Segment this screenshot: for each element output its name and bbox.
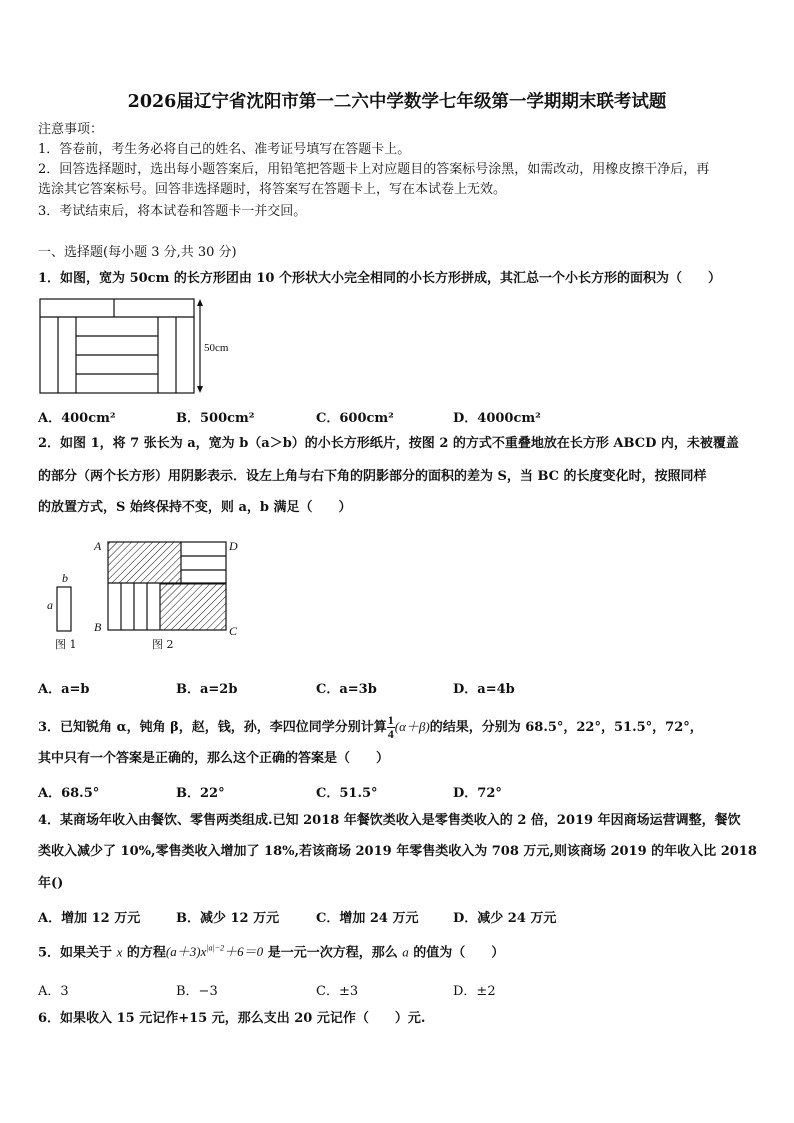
q2-label-C: C	[229, 624, 238, 638]
q4-line3: 年()	[38, 876, 64, 891]
q3-option-a[interactable]: A．68.5°	[38, 786, 100, 801]
q3-fraction: $\frac{1}{4}$	[387, 713, 394, 741]
q4-option-a[interactable]: A．增加 12 万元	[38, 911, 141, 926]
q2-fig1-b-label: b	[62, 571, 68, 585]
q2-option-b[interactable]: B．a=2b	[176, 682, 238, 697]
q5-option-a[interactable]: A．3	[38, 984, 69, 999]
q1-dimension-label: 50cm	[204, 342, 229, 354]
q4-option-c[interactable]: C．增加 24 万元	[316, 911, 419, 926]
q2-line1: 2．如图 1，将 7 张长为 a，宽为 b（a＞b）的小长方形纸片，按图 2 的方式不重叠地放在长方形 ABCD 内，未被覆盖	[38, 436, 739, 451]
q2-shaded-bottom-right	[160, 584, 226, 630]
q1-text: 1．如图，宽为 50cm 的长方形团由 10 个形状大小完全相同的小长方形拼成，其汇总一个小长方形的面积为（ ）	[38, 271, 722, 286]
q1-option-a[interactable]: A．400cm²	[38, 411, 116, 426]
q6-text: 6．如果收入 15 元记作+15 元，那么支出 20 元记作（ ）元.	[38, 1011, 426, 1026]
q2-option-d[interactable]: D．a=4b	[453, 682, 515, 697]
q1-outer-rect	[40, 299, 194, 393]
q5-option-b[interactable]: B．−3	[176, 984, 218, 999]
q3-pre: 3．已知锐角 α，钝角 β，赵，钱，孙，李四位同学分别计算	[38, 720, 387, 735]
q5-x: x	[116, 944, 123, 960]
q5-post: 是一元一次方程，那么	[267, 945, 398, 961]
q3-option-d[interactable]: D．72°	[453, 786, 502, 801]
note-2b: 选涂其它答案标号。回答非选择题时，将答案写在答题卡上，写在本试卷上无效。	[38, 182, 507, 197]
q4-line2: 类收入减少了 10%,零售类收入增加了 18%,若该商场 2019 年零售类收入为 708 万元,则该商场 2019 的年收入比 2018	[38, 844, 757, 859]
note-1: 1．答卷前，考生务必将自己的姓名、准考证号填写在答题卡上。	[38, 142, 411, 157]
q2-fig1-caption: 图 1	[55, 638, 77, 651]
q4-option-b[interactable]: B．减少 12 万元	[176, 911, 280, 926]
q2-figure-2	[105, 540, 230, 635]
q3-line2: 其中只有一个答案是正确的，那么这个正确的答案是（ ）	[38, 751, 390, 766]
q3-option-c[interactable]: C．51.5°	[316, 786, 378, 801]
q2-fig1-a-label: a	[47, 598, 53, 612]
q3-expression: (α＋β)	[394, 719, 430, 734]
q2-label-A: A	[94, 539, 102, 553]
q2-option-a[interactable]: A．a=b	[38, 682, 90, 697]
page-title: 2026届辽宁省沈阳市第一二六中学数学七年级第一学期期末联考试题	[127, 92, 667, 112]
note-2a: 2．回答选择题时，选出每小题答案后，用铅笔把答题卡上对应题目的答案标号涂黑，如需改动，用橡皮擦干净后，再	[38, 162, 710, 177]
q5-var: a	[402, 944, 409, 960]
notes-heading: 注意事项：	[38, 122, 104, 137]
q5-end: 的值为（ ）	[413, 945, 505, 961]
q4-option-d[interactable]: D．减少 24 万元	[453, 911, 557, 926]
q2-label-D: D	[229, 539, 238, 553]
section-heading: 一、选择题(每小题 3 分,共 30 分)	[38, 245, 237, 260]
q2-line2: 的部分（两个长方形）用阴影表示．设左上角与右下角的阴影部分的面积的差为 S，当 BC 的长度变化时，按照同样	[38, 469, 707, 484]
q5-option-d[interactable]: D．±2	[453, 984, 496, 999]
q5-pre: 5．如果关于	[38, 945, 113, 961]
q2-fig2-caption: 图 2	[152, 638, 174, 651]
q5-mid: 的方程	[126, 945, 166, 961]
note-3: 3．考试结束后，将本试卷和答题卡一并交回。	[38, 204, 307, 219]
q5-option-c[interactable]: C．±3	[316, 984, 359, 999]
q1-option-b[interactable]: B．500cm²	[176, 411, 255, 426]
q5-line1	[38, 940, 504, 962]
q2-option-c[interactable]: C．a=3b	[316, 682, 377, 697]
q1-option-c[interactable]: C．600cm²	[316, 411, 394, 426]
q1-figure	[38, 297, 218, 397]
q2-label-B: B	[94, 620, 102, 634]
q2-line3: 的放置方式，S 始终保持不变，则 a，b 满足（ ）	[38, 500, 352, 515]
q2-shaded-top-left	[108, 542, 181, 583]
q2-figure-1	[56, 586, 76, 634]
q3-line1	[38, 714, 703, 741]
q3-post: 的结果，分别为 68.5°，22°，51.5°，72°，	[429, 720, 703, 735]
q4-line1: 4．某商场年收入由餐饮、零售两类组成.已知 2018 年餐饮类收入是零售类收入的 2 倍，2019 年因商场运营调整，餐饮	[38, 813, 741, 828]
q3-option-b[interactable]: B．22°	[176, 786, 225, 801]
q5-equation: $(a+3)x^{|a|-2}+6=0$	[165, 944, 264, 960]
q1-option-d[interactable]: D．4000cm²	[453, 411, 541, 426]
